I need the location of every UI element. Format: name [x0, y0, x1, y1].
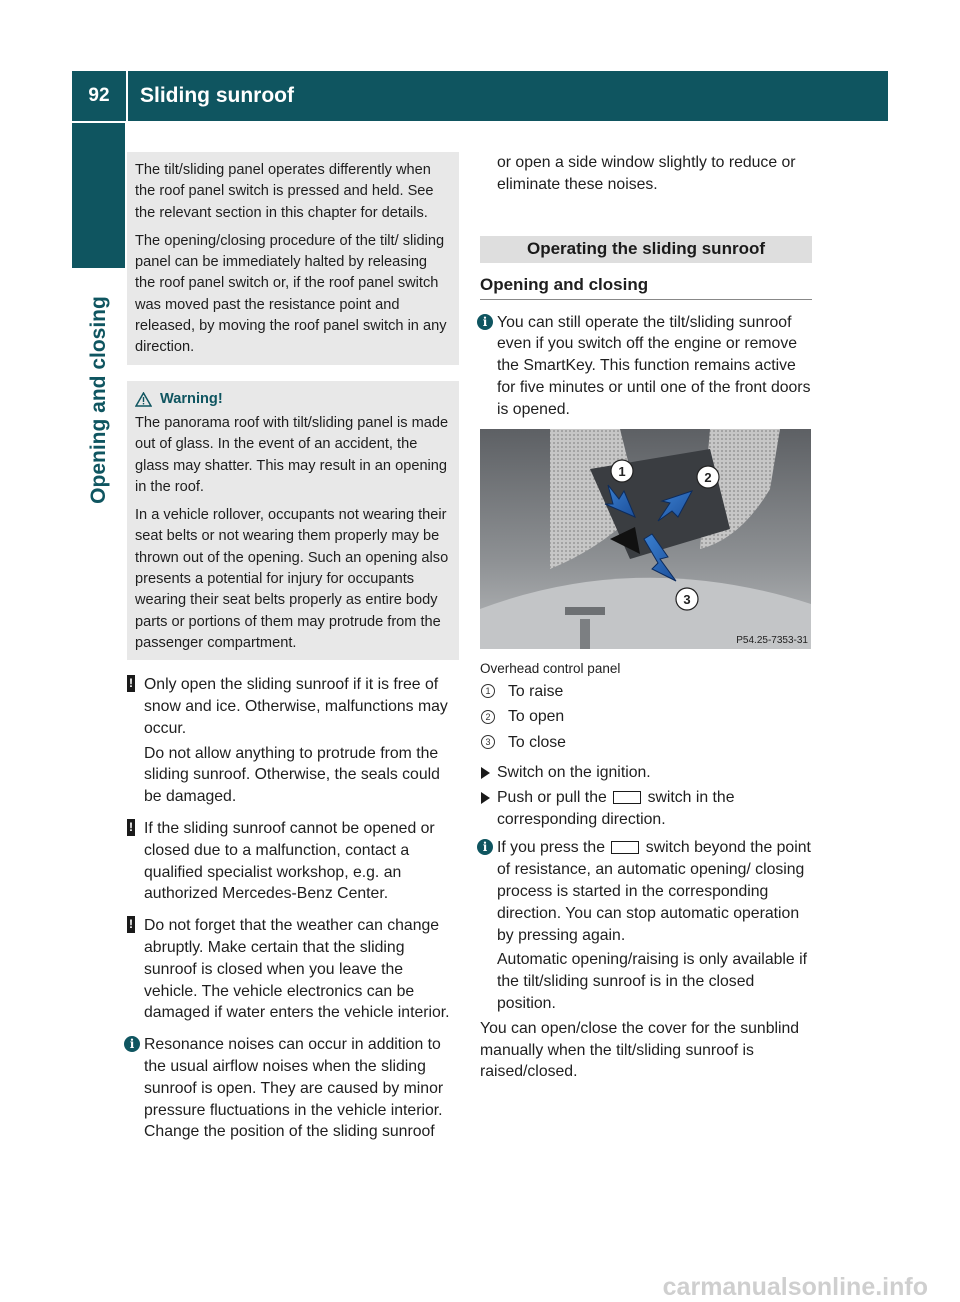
- info-icon: i: [477, 314, 493, 330]
- info-box: [127, 152, 459, 365]
- svg-text:3: 3: [683, 591, 691, 607]
- overhead-panel-illustration: [480, 429, 811, 649]
- step-arrow-icon: [481, 792, 490, 804]
- legend-item: [480, 704, 812, 730]
- note-text: If the sliding sunroof cannot be opened or closed due to a malfunction, contact a qualified specialist workshop, e.g. an authorized Mercedes-Benz Center.: [144, 820, 435, 903]
- note-text: Do not forget that the weather can change abruptly. Make certain that the sliding sunroof is closed when you leave the vehicle. The vehicle electronics can be damaged if water enters the vehicle interior.: [144, 917, 450, 1022]
- note-text: Do not allow anything to protrude from the sliding sunroof. Otherwise, the seals could be damaged.: [144, 744, 440, 806]
- note-text: If you press the: [497, 839, 606, 857]
- exclamation-icon: !: [129, 917, 133, 932]
- exclamation-icon: !: [129, 820, 133, 835]
- note-text: Automatic opening/raising is only available if the tilt/sliding sunroof is in the closed position.: [497, 951, 807, 1013]
- legend-label: To raise: [508, 682, 564, 700]
- step-text: switch in the corresponding direction.: [497, 788, 735, 828]
- legend-number: 3: [481, 735, 495, 749]
- page-number: 92: [88, 85, 110, 106]
- closing-paragraph: You can open/close the cover for the sunblind manually when the tilt/sliding sunroof is raised/closed.: [480, 1019, 800, 1081]
- info-icon: i: [124, 1036, 140, 1052]
- left-column: [127, 152, 459, 1153]
- right-column: [480, 152, 812, 1083]
- note-text: Only open the sliding sunroof if it is free of snow and ice. Otherwise, malfunctions may occur.: [144, 676, 448, 737]
- sub-heading: Opening and closing: [480, 275, 812, 300]
- step-item: [480, 787, 812, 831]
- warning-box: [127, 381, 459, 661]
- callout-3: [676, 588, 698, 610]
- caution-note: [127, 818, 459, 905]
- overhead-panel-photo: [480, 429, 811, 649]
- roof-switch-icon: [611, 841, 639, 854]
- continuation-text: or open a side window slightly to reduce or eliminate these noises.: [497, 154, 796, 193]
- step-arrow-icon: [481, 767, 490, 779]
- page-title: Sliding sunroof: [140, 84, 294, 107]
- box-paragraph: The tilt/sliding panel operates differently when the roof panel switch is pressed and held. See the relevant section in this chapter for details.: [135, 162, 434, 221]
- roof-switch-icon: [613, 791, 641, 804]
- note-text: switch beyond the point of resistance, an automatic opening/ closing process is started in the corresponding direction. You can stop automatic operation by pressing again.: [497, 839, 811, 944]
- warning-paragraph: In a vehicle rollover, occupants not wearing their seat belts or not wearing them properly may be thrown out of the opening. Such an opening also presents a potential for injury for occupants wearing their seat belts properly as entire body parts or portions of them may protrude from the passenger compartment.: [135, 507, 449, 651]
- section-title: Operating the sliding sunroof: [480, 236, 812, 263]
- warning-triangle-icon: [135, 392, 152, 407]
- legend-item: [480, 679, 812, 705]
- chapter-title: Opening and closing: [87, 296, 110, 504]
- step-text: Switch on the ignition.: [497, 764, 651, 782]
- figure-caption: Overhead control panel: [480, 660, 621, 676]
- chapter-tab: [72, 123, 125, 268]
- warning-paragraph: The panorama roof with tilt/sliding panel is made out of glass. In the event of an accident, the glass may shatter. This may result in an opening in the roof.: [135, 414, 449, 495]
- caution-note: [127, 915, 459, 1024]
- svg-text:1: 1: [618, 463, 626, 479]
- header-divider: [126, 71, 128, 121]
- info-note: [480, 837, 812, 1014]
- image-code: P54.25-7353-31: [736, 634, 808, 646]
- step-text: Push or pull the: [497, 788, 607, 806]
- callout-1: [611, 460, 633, 482]
- note-text: You can still operate the tilt/sliding sunroof even if you switch off the engine or remove the SmartKey. This function remains active for five minutes or until one of the front doors is opened.: [497, 313, 811, 418]
- note-text: Resonance noises can occur in addition to the usual airflow noises when the sliding sunroof is open. They are caused by minor pressure fluctuations in the vehicle interior. Change the position of the sliding sunroof: [144, 1036, 444, 1141]
- legend-item: [480, 730, 812, 756]
- info-note: [127, 1034, 459, 1143]
- svg-text:2: 2: [704, 469, 712, 485]
- legend-label: To open: [508, 708, 565, 726]
- warning-heading: [135, 389, 451, 410]
- info-note: [480, 312, 812, 421]
- page-header: [72, 71, 888, 121]
- watermark: carmanualsonline.info: [662, 1273, 928, 1301]
- box-paragraph: The opening/closing procedure of the tilt/ sliding panel can be immediately halted by releasing the roof panel switch or, if the roof panel switch was moved past the resistance point and released, by moving the roof panel switch in any direction.: [135, 232, 447, 356]
- legend-number: 1: [481, 684, 495, 698]
- exclamation-icon: !: [129, 676, 133, 691]
- legend-number: 2: [481, 710, 495, 724]
- step-item: [480, 762, 812, 784]
- caution-note: [127, 674, 459, 808]
- warning-title: Warning!: [160, 390, 223, 407]
- callout-2: [697, 466, 719, 488]
- info-icon: i: [477, 839, 493, 855]
- legend-label: To close: [508, 733, 566, 751]
